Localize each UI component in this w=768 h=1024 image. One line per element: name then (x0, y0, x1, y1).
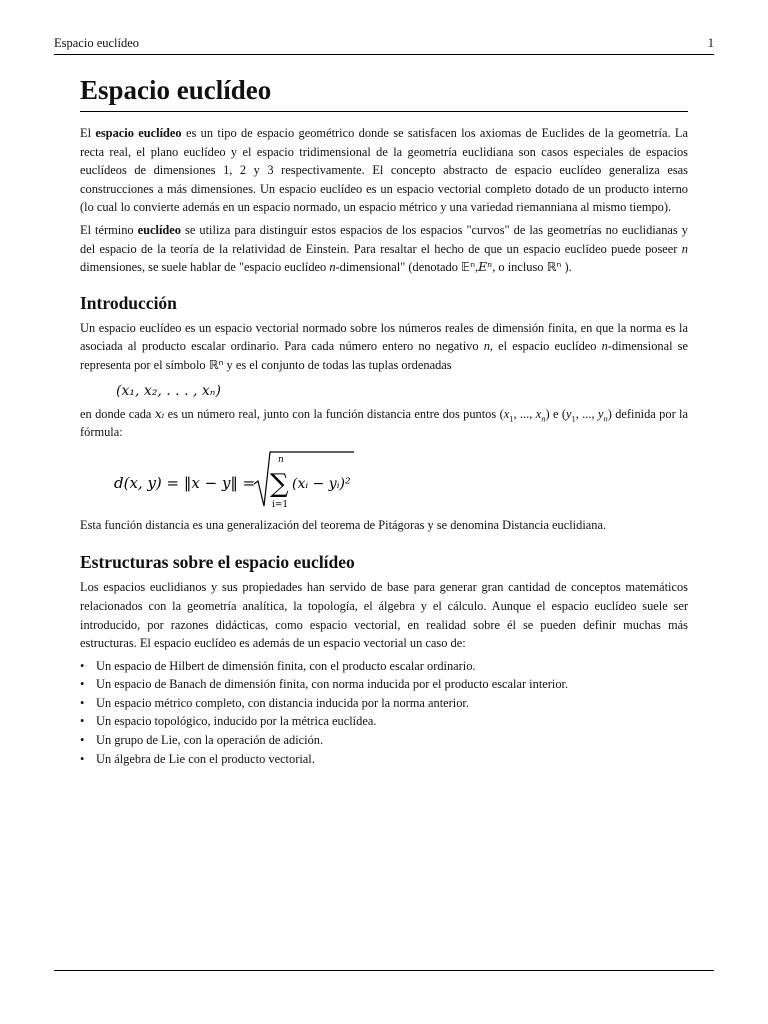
var-x: x (535, 406, 542, 421)
text: El (80, 126, 96, 140)
distance-formula (114, 450, 688, 510)
var-y: y (565, 406, 572, 421)
symbol-e-n: Eⁿ (478, 259, 493, 275)
footer-rule (54, 970, 714, 971)
page-number: 1 (707, 36, 714, 50)
text: ) e ( (545, 406, 566, 421)
list-item: • Un grupo de Lie, con la operación de adición. (80, 731, 688, 750)
var-n: n (483, 339, 490, 354)
text: , ..., (513, 406, 536, 421)
sum-upper-limit: n (278, 454, 284, 465)
text: es un tipo de espacio geométrico donde se satisfacen los axiomas de Euclides de la geometría. La recta real, el plano euclídeo y el espacio tridimensional de la geometría euclidiana son casos especiales de espacios euclídeos de dimensiones 1, 2 y 3 respectivamente. El concepto abstracto de espacio euclídeo generaliza esas construcciones a más dimensiones. Un espacio euclídeo es un espacio vectorial completo dotado de un producto interno (lo cual lo convierte además en un espacio normado, un espacio métrico y una variedad riemanniana al mismo tiempo). (80, 126, 688, 215)
var-y: y (597, 406, 604, 421)
text: , o incluso (492, 260, 547, 275)
subscript: n (541, 413, 546, 423)
text: es un número real, junto con la función distancia entre dos puntos ( (164, 406, 504, 421)
section-heading-estructuras: Estructuras sobre el espacio euclídeo (80, 552, 355, 573)
text: se utiliza para distinguir estos espacios de los espacios "curvos" de las geometrías no euclidianas y del espacio de la teoría de la relatividad de Einstein. Para resaltar el hecho de que un espacio euclídeo puede poseer (80, 222, 688, 256)
section-heading-introduccion: Introducción (80, 292, 177, 313)
article-body (80, 70, 688, 768)
running-title: Espacio euclídeo (54, 36, 140, 50)
estructuras-paragraph: Los espacios euclidianos y sus propiedades han servido de base para generar gran cantidad de conceptos matemáticos relacionados con la geometría analítica, la topología, el álgebra y el cálculo. Aunque el espacio euclídeo suele ser introducido, por razones didácticas, como espacio vectorial, en realidad sobre él se pueden definir muchas más estructuras. El espacio euclídeo es además de un espacio vectorial un caso de: (80, 580, 688, 651)
var-n: n (329, 260, 336, 275)
tuple-formula: (x₁, x₂, . . . , xₙ) (116, 382, 221, 399)
text: en donde cada (80, 406, 155, 421)
summand: (xᵢ − yᵢ)² (292, 475, 351, 492)
var-xi: xᵢ (154, 405, 165, 421)
subscript: n (603, 413, 608, 423)
term-bold: espacio euclídeo (95, 126, 182, 140)
header-rule (54, 54, 714, 55)
running-header (54, 36, 714, 51)
list-item: • Un espacio métrico completo, con distancia inducida por la norma anterior. (80, 694, 688, 713)
text: , (475, 260, 479, 275)
text: ). (561, 260, 572, 275)
list-item: • Un espacio de Banach de dimensión finita, con norma inducida por el producto escalar interior. (80, 675, 688, 694)
structures-list (80, 657, 688, 769)
text: Un espacio euclídeo es un espacio vectorial normado sobre los números reales de dimensión finita, en que la norma es la asociada al producto escalar ordinario. Para cada número entero no negativo (80, 320, 688, 354)
text: ) definida por la fórmula: (80, 406, 689, 440)
sum-lower-limit: i=1 (272, 499, 289, 510)
var-n: n (681, 241, 688, 256)
distance-paragraph (80, 405, 688, 442)
list-item: • Un espacio de Hilbert de dimensión finita, con el producto escalar ordinario. (80, 657, 688, 676)
var-x: x (503, 406, 510, 421)
symbol-real-n: ℝⁿ (208, 356, 224, 372)
text: -dimensional se representa por el símbolo (80, 339, 688, 372)
var-n: n (601, 339, 608, 354)
text: , ..., (575, 406, 598, 421)
pitagoras-paragraph: Esta función distancia es una generalización del teorema de Pitágoras y se denomina Distancia euclidiana. (80, 517, 607, 532)
list-item: • Un álgebra de Lie con el producto vectorial. (80, 750, 688, 769)
symbol-euclidean-space: 𝔼ⁿ (461, 259, 476, 275)
text: dimensiones, se suele hablar de "espacio euclídeo (80, 260, 330, 275)
text: -dimensional" (denotado (335, 260, 462, 275)
text: El término (80, 222, 138, 237)
text: , el espacio euclídeo (489, 339, 602, 354)
distance-formula-graphic (114, 450, 374, 510)
term-paragraph (80, 221, 688, 277)
introduccion-paragraph (80, 319, 688, 375)
subscript: 1 (571, 413, 576, 423)
list-item: • Un espacio topológico, inducido por la métrica euclídea. (80, 712, 688, 731)
article-title: Espacio euclídeo (80, 73, 688, 112)
intro-paragraph (80, 124, 688, 217)
sum-sign: ∑ (270, 468, 289, 499)
symbol-real-n: ℝⁿ (546, 259, 562, 275)
term-bold: euclídeo (137, 222, 182, 237)
subscript: 1 (509, 413, 514, 423)
text: y es el conjunto de todas las tuplas ordenadas (223, 357, 452, 372)
formula-lhs: d(x, y) = ‖x − y‖ = (114, 473, 256, 492)
